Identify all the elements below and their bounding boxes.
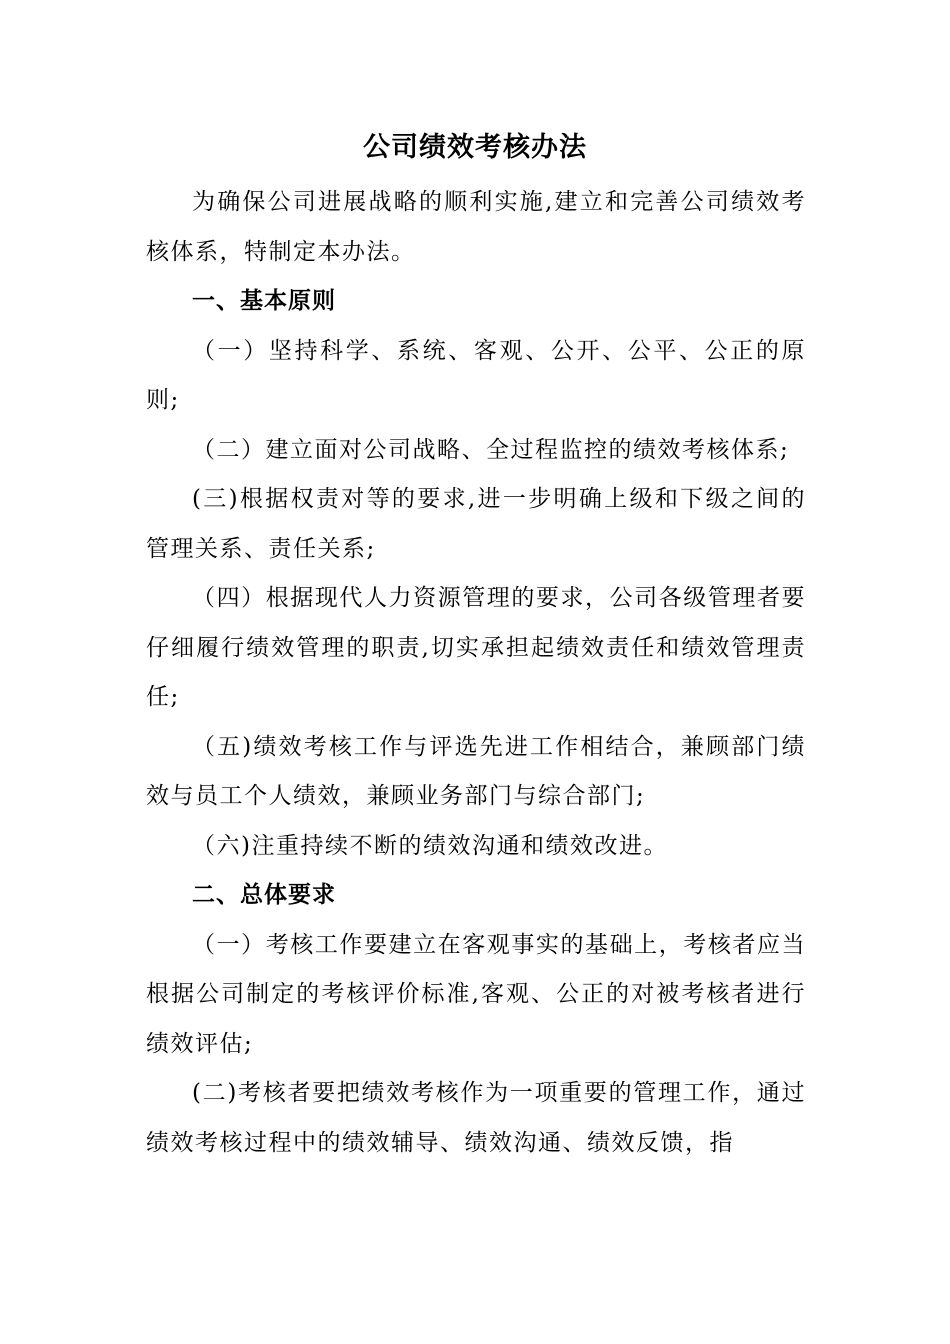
intro-paragraph: 为确保公司进展战略的顺利实施,建立和完善公司绩效考核体系，特制定本办法。 <box>146 189 806 265</box>
section-heading-basic-principles: 一、基本原则 <box>192 288 336 314</box>
principle-paragraph: （二）建立面对公司战略、全过程监控的绩效考核体系; <box>192 436 790 463</box>
principle-paragraph: （六)注重持续不断的绩效沟通和绩效改进。 <box>192 832 668 859</box>
document-body <box>146 178 806 1168</box>
principle-paragraph: (三)根据权责对等的要求,进一步明确上级和下级之间的管理关系、责任关系; <box>146 486 806 562</box>
principle-paragraph: （五)绩效考核工作与评选先进工作相结合，兼顾部门绩效与员工个人绩效，兼顾业务部门与综合部门; <box>146 733 806 809</box>
document-title: 公司绩效考核办法 <box>363 132 587 163</box>
principle-paragraph: （四）根据现代人力资源管理的要求，公司各级管理者要仔细履行绩效管理的职责,切实承担起绩效责任和绩效管理责任; <box>146 585 806 710</box>
requirement-paragraph: （一）考核工作要建立在客观事实的基础上，考核者应当根据公司制定的考核评价标准,客观、公正的对被考核者进行绩效评估; <box>146 931 806 1057</box>
section-heading-general-requirements: 二、总体要求 <box>192 882 336 908</box>
principle-paragraph: （一）坚持科学、系统、客观、公开、公平、公正的原则; <box>146 337 806 413</box>
requirement-paragraph: (二)考核者要把绩效考核作为一项重要的管理工作，通过绩效考核过程中的绩效辅导、绩效沟通、绩效反馈，指 <box>146 1080 806 1156</box>
